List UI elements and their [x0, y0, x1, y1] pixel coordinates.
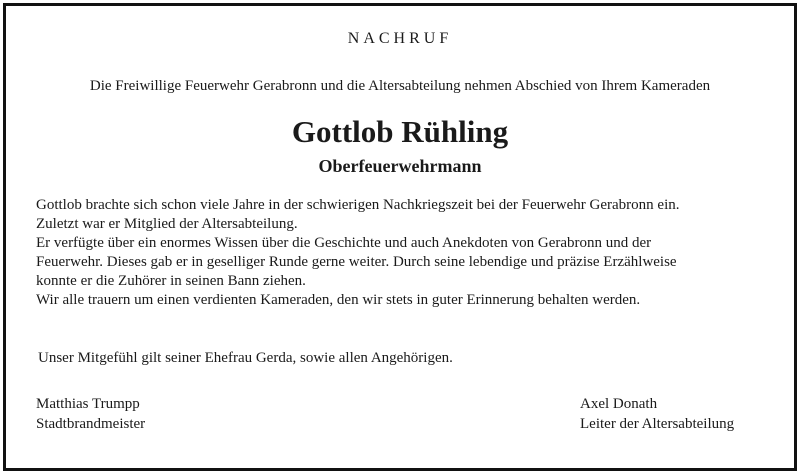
condolence-text: Unser Mitgefühl gilt seiner Ehefrau Gerda, sowie allen Angehörigen. — [38, 350, 453, 366]
tribute-line: Er verfügte über ein enormes Wissen über die Geschichte und auch Anekdoten von Gerabronn und der — [36, 235, 652, 251]
signature-right — [580, 394, 734, 434]
tribute-text — [36, 196, 776, 310]
tribute-line: Wir alle trauern um einen verdienten Kameraden, den wir stets in guter Erinnerung behalten werden. — [36, 292, 641, 308]
tribute-line: Zuletzt war er Mitglied der Altersabteilung. — [36, 216, 298, 232]
deceased-rank: Oberfeuerwehrmann — [318, 156, 482, 176]
deceased-name: Gottlob Rühling — [291, 114, 509, 149]
intro-text: Die Freiwillige Feuerwehr Gerabronn und die Altersabteilung nehmen Abschied von Ihrem Kameraden — [89, 78, 711, 94]
obituary-notice — [3, 3, 797, 471]
tribute-line: Feuerwehr. Dieses gab er in geselliger Runde gerne weiter. Durch seine lebendige und präzise Erzählweise — [36, 254, 677, 270]
tribute-line: Gottlob brachte sich schon viele Jahre in der schwierigen Nachkriegszeit bei der Feuerwehr Gerabronn ein. — [36, 197, 680, 213]
notice-heading: NACHRUF — [347, 30, 453, 47]
signer-name: Axel Donath — [580, 396, 658, 412]
signer-title: Leiter der Altersabteilung — [580, 416, 735, 432]
signature-left — [36, 394, 145, 434]
signer-title: Stadtbrandmeister — [36, 416, 146, 432]
tribute-line: konnte er die Zuhörer in seinen Bann ziehen. — [36, 273, 306, 289]
signer-name: Matthias Trumpp — [36, 396, 140, 412]
